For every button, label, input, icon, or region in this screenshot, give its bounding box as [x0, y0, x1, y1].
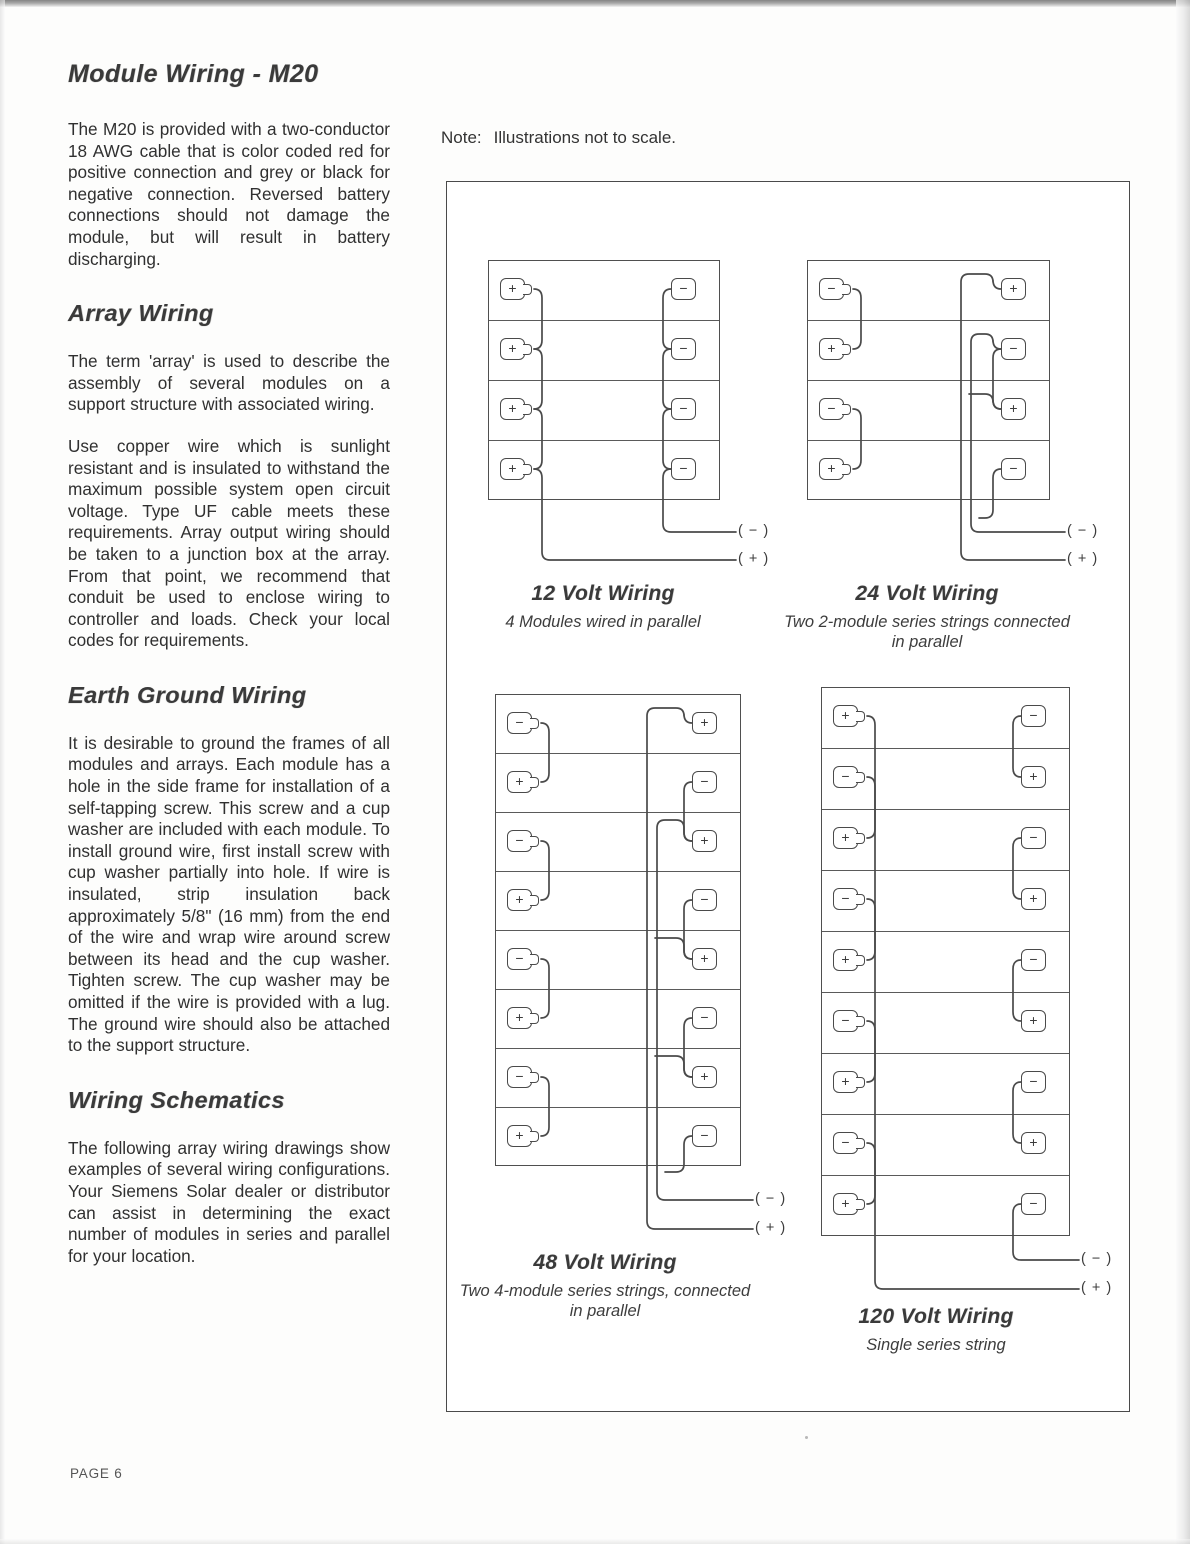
- terminal-glyph: +: [1029, 1134, 1038, 1150]
- terminal-negative: [671, 338, 696, 360]
- terminal-glyph: −: [515, 714, 524, 730]
- terminal-positive: [507, 1125, 532, 1147]
- terminal-glyph: +: [700, 714, 709, 730]
- lead-label-negative: ( − ): [1081, 1251, 1113, 1267]
- terminal-positive: [500, 338, 525, 360]
- terminal-negative: [1021, 1071, 1046, 1093]
- note-text: Illustrations not to scale.: [493, 128, 677, 147]
- terminal-tab: [523, 284, 532, 295]
- terminal-negative: [671, 458, 696, 480]
- terminal-glyph: −: [841, 768, 850, 784]
- array-wiring-paragraph-2: Use copper wire which is sunlight resistant and is insulated to withstand the maximum possible system open circuit voltage. Type UF cable meets these requirements. Array output wiring should be taken to a junction box at the array. From that point, we recommend that conduit be used to enclose wiring to controller and loads. Check your local codes for requirements.: [68, 435, 390, 651]
- terminal-positive: [833, 705, 858, 727]
- terminal-glyph: +: [841, 707, 850, 723]
- lead-label-positive: ( + ): [1067, 551, 1099, 567]
- terminal-negative: [692, 1125, 717, 1147]
- terminal-positive: [1021, 766, 1046, 788]
- intro-paragraph: The M20 is provided with a two-conductor 18 AWG cable that is color coded red for positive connection and grey or black for negative connection. Reversed battery connections should not damage the module, but will result in battery discharging.: [68, 119, 390, 269]
- note-label: Note:: [441, 128, 482, 147]
- terminal-glyph: +: [841, 829, 850, 845]
- scan-top-edge-artifact: [0, 0, 1190, 7]
- terminal-glyph: +: [515, 1127, 524, 1143]
- page-title: Module Wiring - M20: [68, 60, 319, 88]
- terminal-glyph: −: [515, 1068, 524, 1084]
- terminal-tab: [856, 711, 865, 722]
- terminal-positive: [1021, 1010, 1046, 1032]
- terminal-glyph: +: [1029, 1012, 1038, 1028]
- scan-bottom-edge-artifact: [0, 1539, 1190, 1544]
- terminal-negative: [671, 278, 696, 300]
- terminal-glyph: −: [841, 1012, 850, 1028]
- terminal-glyph: −: [1029, 1195, 1038, 1211]
- terminal-glyph: −: [679, 340, 688, 356]
- wiring-diagram-panel: [446, 181, 1130, 1412]
- terminal-negative: [507, 712, 532, 734]
- terminal-tab: [530, 777, 539, 788]
- wiring-schematics-paragraph: The following array wiring drawings show examples of several wiring configurations. Your Siemens Solar dealer or distributor can assist in determining the exact number of modules in series and parallel for your location.: [68, 1137, 390, 1266]
- terminal-glyph: +: [827, 340, 836, 356]
- terminal-positive: [500, 278, 525, 300]
- terminal-tab: [856, 1199, 865, 1210]
- terminal-positive: [692, 712, 717, 734]
- terminal-glyph: −: [1029, 829, 1038, 845]
- terminal-glyph: −: [841, 890, 850, 906]
- terminal-positive: [1001, 398, 1026, 420]
- terminal-tab: [856, 833, 865, 844]
- terminal-glyph: −: [827, 280, 836, 296]
- terminal-glyph: +: [700, 1068, 709, 1084]
- terminal-tab: [856, 1077, 865, 1088]
- terminal-glyph: −: [700, 773, 709, 789]
- terminal-positive: [500, 458, 525, 480]
- terminal-negative: [692, 1007, 717, 1029]
- page-footer: PAGE 6: [70, 1466, 123, 1481]
- terminal-glyph: +: [1029, 768, 1038, 784]
- terminal-tab: [842, 404, 851, 415]
- terminal-tab: [842, 284, 851, 295]
- terminal-positive: [1001, 278, 1026, 300]
- terminal-positive: [507, 889, 532, 911]
- terminal-tab: [530, 836, 539, 847]
- terminal-glyph: −: [700, 1127, 709, 1143]
- schematic-12-volt: [488, 260, 770, 660]
- heading-earth-ground-wiring: Earth Ground Wiring: [68, 681, 307, 708]
- terminal-negative: [507, 1066, 532, 1088]
- caption-120-volt: [786, 1305, 1086, 1355]
- terminal-positive: [500, 398, 525, 420]
- terminal-glyph: +: [841, 1073, 850, 1089]
- terminal-negative: [833, 888, 858, 910]
- terminal-glyph: −: [700, 1009, 709, 1025]
- terminal-positive: [692, 948, 717, 970]
- terminal-negative: [507, 830, 532, 852]
- terminal-tab: [530, 954, 539, 965]
- terminal-negative: [819, 398, 844, 420]
- terminal-tab: [523, 464, 532, 475]
- terminal-glyph: +: [1009, 280, 1018, 296]
- terminal-tab: [530, 895, 539, 906]
- terminal-glyph: +: [827, 460, 836, 476]
- caption-12-volt: [458, 582, 748, 632]
- array-wiring-paragraph-1: The term 'array' is used to describe the assembly of several modules on a support structure with associated wiring.: [68, 351, 390, 415]
- caption-subtitle: 4 Modules wired in parallel: [505, 613, 701, 631]
- earth-ground-wiring-paragraph: It is desirable to ground the frames of all modules and arrays. Each module has a hole in the side frame for installation of a self-tapping screw. This screw and a cup washer are included with each module. To install ground wire, first install screw with cup washer partially into hole. If wire is insulated, strip insulation back approximately 5/8" (16 mm) from the end of the wire and wrap wire around screw between its head and the cup washer. Tighten screw. The cup washer may be omitted if the wire is provided with a lug. The ground wire should also be attached to the support structure.: [68, 732, 390, 1056]
- terminal-tab: [523, 404, 532, 415]
- terminal-negative: [833, 1132, 858, 1154]
- terminal-glyph: +: [508, 280, 517, 296]
- terminal-positive: [1021, 888, 1046, 910]
- terminal-glyph: +: [508, 340, 517, 356]
- terminal-glyph: −: [1009, 460, 1018, 476]
- terminal-glyph: −: [515, 950, 524, 966]
- scan-right-edge-artifact: [1176, 0, 1190, 1544]
- terminal-negative: [819, 278, 844, 300]
- schematic-120-volt: [821, 687, 1113, 1354]
- terminal-negative: [671, 398, 696, 420]
- terminal-negative: [1021, 949, 1046, 971]
- lead-label-negative: ( − ): [1067, 523, 1099, 539]
- terminal-negative: [833, 1010, 858, 1032]
- caption-title: 24 Volt Wiring: [855, 582, 999, 605]
- terminal-glyph: +: [700, 832, 709, 848]
- terminal-tab: [856, 1138, 865, 1149]
- terminal-tab: [523, 344, 532, 355]
- caption-subtitle: Two 4-module series strings, connected in parallel: [459, 1282, 751, 1320]
- terminal-glyph: −: [841, 1134, 850, 1150]
- terminal-glyph: +: [508, 460, 517, 476]
- terminal-tab: [842, 464, 851, 475]
- terminal-negative: [1021, 705, 1046, 727]
- terminal-tab: [856, 772, 865, 783]
- terminal-negative: [1021, 1193, 1046, 1215]
- terminal-negative: [692, 889, 717, 911]
- lead-label-negative: ( − ): [755, 1191, 787, 1207]
- terminal-positive: [692, 1066, 717, 1088]
- illustrations-note: [441, 128, 676, 148]
- terminal-positive: [692, 830, 717, 852]
- terminal-positive: [833, 827, 858, 849]
- terminal-tab: [856, 894, 865, 905]
- terminal-positive: [833, 949, 858, 971]
- terminal-glyph: −: [827, 400, 836, 416]
- caption-title: 12 Volt Wiring: [531, 582, 675, 605]
- terminal-glyph: −: [1009, 340, 1018, 356]
- lead-label-negative: ( − ): [738, 523, 770, 539]
- terminal-glyph: +: [700, 950, 709, 966]
- terminal-positive: [819, 458, 844, 480]
- terminal-glyph: −: [1029, 1073, 1038, 1089]
- schematic-24-volt: [784, 260, 1099, 660]
- module-array-frame-48v: [495, 694, 741, 1166]
- terminal-glyph: −: [515, 832, 524, 848]
- terminal-positive: [833, 1193, 858, 1215]
- terminal-glyph: −: [679, 280, 688, 296]
- caption-48-volt: [455, 1251, 755, 1321]
- terminal-glyph: +: [515, 773, 524, 789]
- caption-24-volt: [777, 582, 1077, 652]
- terminal-positive: [507, 771, 532, 793]
- terminal-tab: [530, 718, 539, 729]
- terminal-glyph: +: [508, 400, 517, 416]
- terminal-glyph: +: [515, 1009, 524, 1025]
- terminal-tab: [530, 1013, 539, 1024]
- terminal-glyph: −: [1029, 951, 1038, 967]
- terminal-positive: [1021, 1132, 1046, 1154]
- terminal-positive: [833, 1071, 858, 1093]
- schematic-48-volt: [459, 694, 787, 1320]
- terminal-positive: [819, 338, 844, 360]
- caption-title: 120 Volt Wiring: [858, 1305, 1014, 1328]
- terminal-negative: [1001, 458, 1026, 480]
- terminal-glyph: −: [679, 460, 688, 476]
- scan-left-edge-artifact: [0, 0, 5, 1544]
- terminal-tab: [530, 1131, 539, 1142]
- text-column: [68, 60, 390, 1267]
- lead-label-positive: ( + ): [738, 551, 770, 567]
- caption-subtitle: Single series string: [866, 1336, 1006, 1354]
- lead-label-positive: ( + ): [755, 1220, 787, 1236]
- terminal-negative: [1001, 338, 1026, 360]
- heading-wiring-schematics: Wiring Schematics: [68, 1086, 285, 1113]
- terminal-glyph: −: [1029, 707, 1038, 723]
- terminal-negative: [833, 766, 858, 788]
- caption-subtitle: Two 2-module series strings connected in parallel: [784, 613, 1070, 651]
- terminal-glyph: +: [1009, 400, 1018, 416]
- terminal-glyph: +: [515, 891, 524, 907]
- terminal-negative: [692, 771, 717, 793]
- lead-label-positive: ( + ): [1081, 1280, 1113, 1296]
- terminal-tab: [842, 344, 851, 355]
- terminal-tab: [530, 1072, 539, 1083]
- terminal-negative: [1021, 827, 1046, 849]
- heading-array-wiring: Array Wiring: [68, 300, 214, 327]
- terminal-positive: [507, 1007, 532, 1029]
- terminal-glyph: +: [841, 951, 850, 967]
- terminal-tab: [856, 1016, 865, 1027]
- terminal-glyph: +: [1029, 890, 1038, 906]
- terminal-glyph: −: [700, 891, 709, 907]
- terminal-glyph: −: [679, 400, 688, 416]
- terminal-glyph: +: [841, 1195, 850, 1211]
- scan-speck: [805, 1436, 808, 1439]
- caption-title: 48 Volt Wiring: [533, 1251, 677, 1274]
- terminal-negative: [507, 948, 532, 970]
- terminal-tab: [856, 955, 865, 966]
